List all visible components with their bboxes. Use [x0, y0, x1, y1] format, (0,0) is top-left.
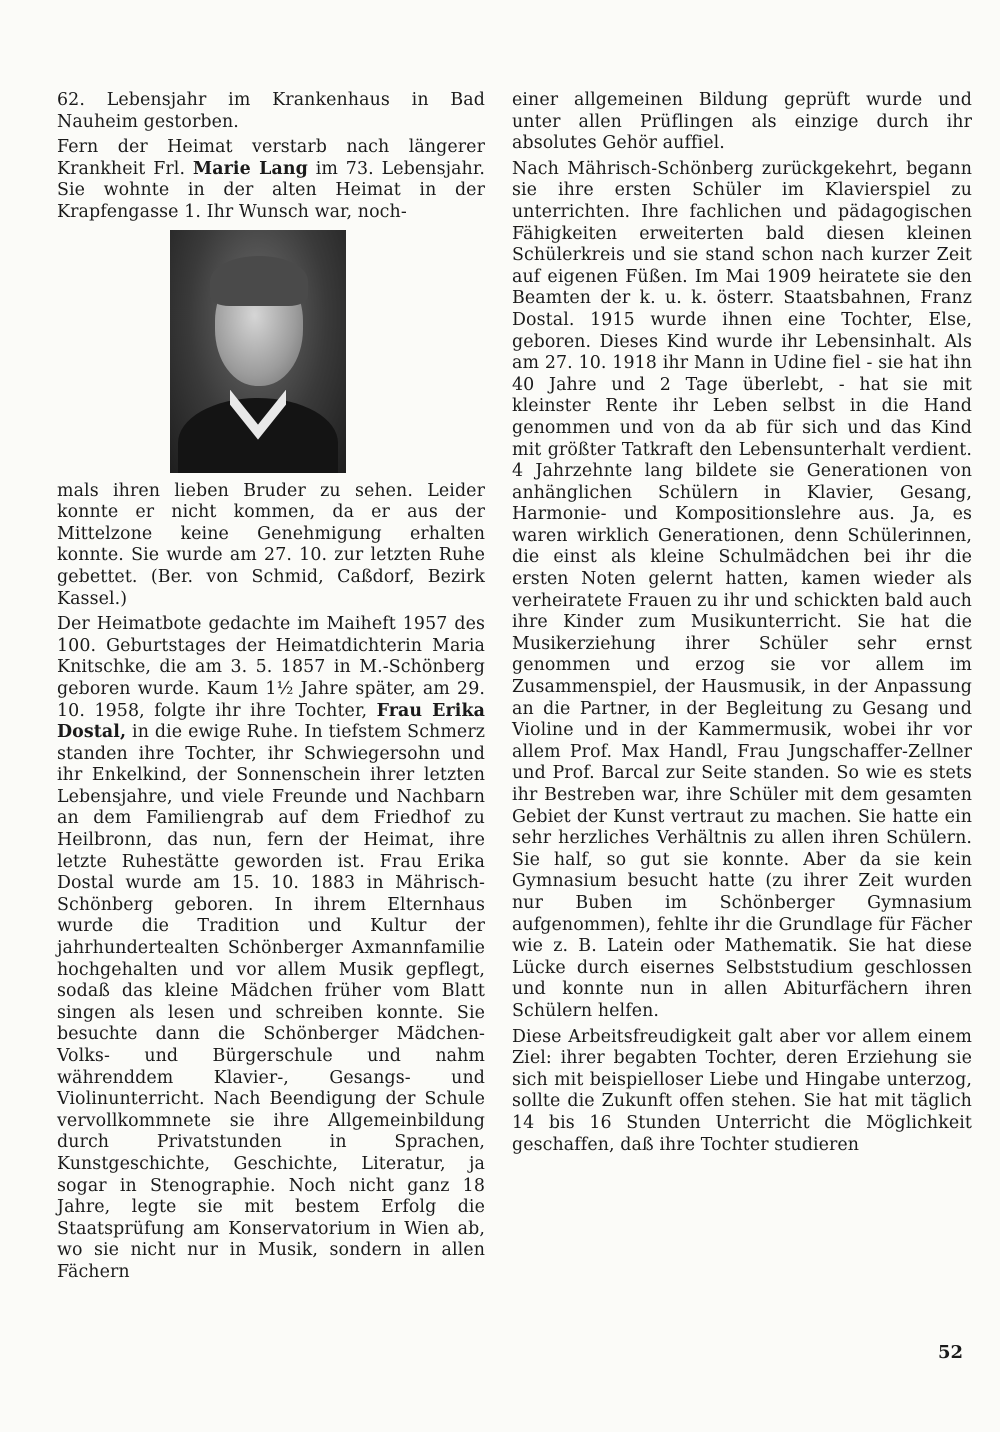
text-run: Fern der Heimat verstarb nach längerer Krankheit Frl. [57, 137, 485, 179]
portrait-photo [170, 230, 346, 473]
paragraph: 62. Lebensjahr im Krankenhaus in Bad Nauheim gestorben. [57, 90, 485, 132]
paragraph [57, 137, 485, 223]
page-number: 52 [938, 1342, 964, 1363]
text-run: im 73. Lebensjahr. Sie wohnte in der alten Heimat in der Krapfengasse 1. Ihr Wunsch war, noch- [57, 158, 485, 222]
paragraph: mals ihren lieben Bruder zu sehen. Leider konnte er nicht kommen, da er aus der Mittelzone keine Genehmigung erhalten konnte. Sie wurde am 27. 10. zur letzten Ruhe gebettet. (Ber. von Schmid, Caßdorf, Bezirk Kassel.) [57, 480, 485, 609]
person-name: Frau Erika Dostal, [57, 700, 485, 743]
text-run: Der Heimatbote gedachte im Maiheft 1957 des 100. Geburtstages der Heimatdichterin Maria Knitschke, die am 3. 5. 1857 in M.-Schönberg geboren wurde. Kaum 1½ Jahre später, am 29. 10. 1958, folgte ihr ihre Tochter, [57, 614, 485, 721]
paragraph [57, 614, 485, 1283]
paragraph: Nach Mährisch-Schönberg zurückgekehrt, begann sie ihre ersten Schüler im Klavierspiel zu unterrichten. Ihre fachlichen und pädagogischen Fähigkeiten erweiterten bald diesen kleinen Schülerkreis und sie stand schon nach kurzer Zeit auf eigenen Füßen. Im Mai 1909 heiratete sie den Beamten der k. u. k. österr. Staatsbahnen, Franz Dostal. 1915 wurde ihnen eine Tochter, Else, geboren. Dieses Kind wurde ihr Lebensinhalt. Als am 27. 10. 1918 ihr Mann in Udine fiel - sie hat ihn 40 Jahre und 2 Tage überlebt, - hat sie mit kleinster Rente ihr Leben selbst in die Hand genommen und von da ab für sich und das Kind mit größter Tatkraft den Lebensunterhalt verdient. 4 Jahrzehnte lang bildete sie Generationen von anhänglichen Schülern in Klavier, Gesang, Harmonie- und Kompositionslehre aus. Ja, es waren wirklich Generationen, denn Schülerinnen, die einst als kleine Schulmädchen bei ihr die ersten Noten gelernt hatten, kamen wieder als verheiratete Frauen zu ihr und schickten bald auch ihre Kinder zum Musikunterricht. Sie hat die Musikerziehung ihrer Schüler sehr ernst genommen und erzog sie vor allem im Zusammenspiel, der Hausmusik, in der Anpassung an die Partner, in der Begleitung zu Gesang und Violine und in der Kammermusik, wobei ihr vor allem Prof. Max Handl, Frau Jungschaffer-Zellner und Prof. Barcal zur Seite standen. So wie es stets ihr Bestreben war, ihre Schüler mit dem gesamten Gebiet der Kunst vertraut zu machen. Sie hatte ein sehr herzliches Verhältnis zu allen ihren Schülern. Sie half, so gut sie konnte. Aber da sie kein Gymnasium besucht hatte (zu ihrer Zeit wurden nur Buben im Schönberger Gymnasium aufgenommen), fehlte ihr die Grundlage für Fächer wie z. B. Latein oder Mathematik. Sie hat diese Lücke durch eisernes Selbststudium geschlossen und konnte nun in allen Abiturfächern ihren Schülern helfen. [512, 158, 972, 1021]
person-name: Marie Lang [192, 158, 308, 179]
right-column [512, 90, 972, 1160]
left-column [57, 90, 485, 1288]
text-run: in die ewige Ruhe. In tiefstem Schmerz standen ihre Tochter, ihr Schwiegersohn und ihr Enkelkind, der Sonnenschein ihrer letzten Lebensjahre, und viele Freunde und Nachbarn an dem Familiengrab auf dem Friedhof zu Heilbronn, das nun, fern der Heimat, ihre letzte Ruhestätte geworden ist. Frau Erika Dostal wurde am 15. 10. 1883 in Mährisch-Schönberg geboren. In ihrem Elternhaus wurde die Tradition und Kultur der jahrhundertealten Schönberger Axmannfamilie hochgehalten und vor allem Musik gepflegt, sodaß das kleine Mädchen früher vom Blatt singen als lesen und schreiben konnte. Sie besuchte dann die Schönberger Mädchen-Volks- und Bürgerschule und nahm währenddem Klavier-, Gesangs- und Violinunterricht. Nach Beendigung der Schule vervollkommnete sie ihre Allgemeinbildung durch Privatstunden in Sprachen, Kunstgeschichte, Geschichte, Literatur, ja sogar in Stenographie. Noch nicht ganz 18 Jahre, legte sie mit bestem Erfolg die Staatsprüfung am Konservatorium in Wien ab, wo sie nicht nur in Musik, sondern in allen Fächern [57, 722, 485, 1282]
paragraph: Diese Arbeitsfreudigkeit galt aber vor allem einem Ziel: ihrer begabten Tochter, deren Erziehung sie sich mit beispielloser Liebe und Hingabe unterzog, sollte die Zukunft offen stehen. Sie hat mit täglich 14 bis 16 Stunden Unterricht die Möglichkeit geschaffen, daß ihre Tochter studieren [512, 1026, 972, 1155]
paragraph: einer allgemeinen Bildung geprüft wurde und unter allen Prüflingen als einzige durch ihr absolutes Gehör auffiel. [512, 90, 972, 154]
